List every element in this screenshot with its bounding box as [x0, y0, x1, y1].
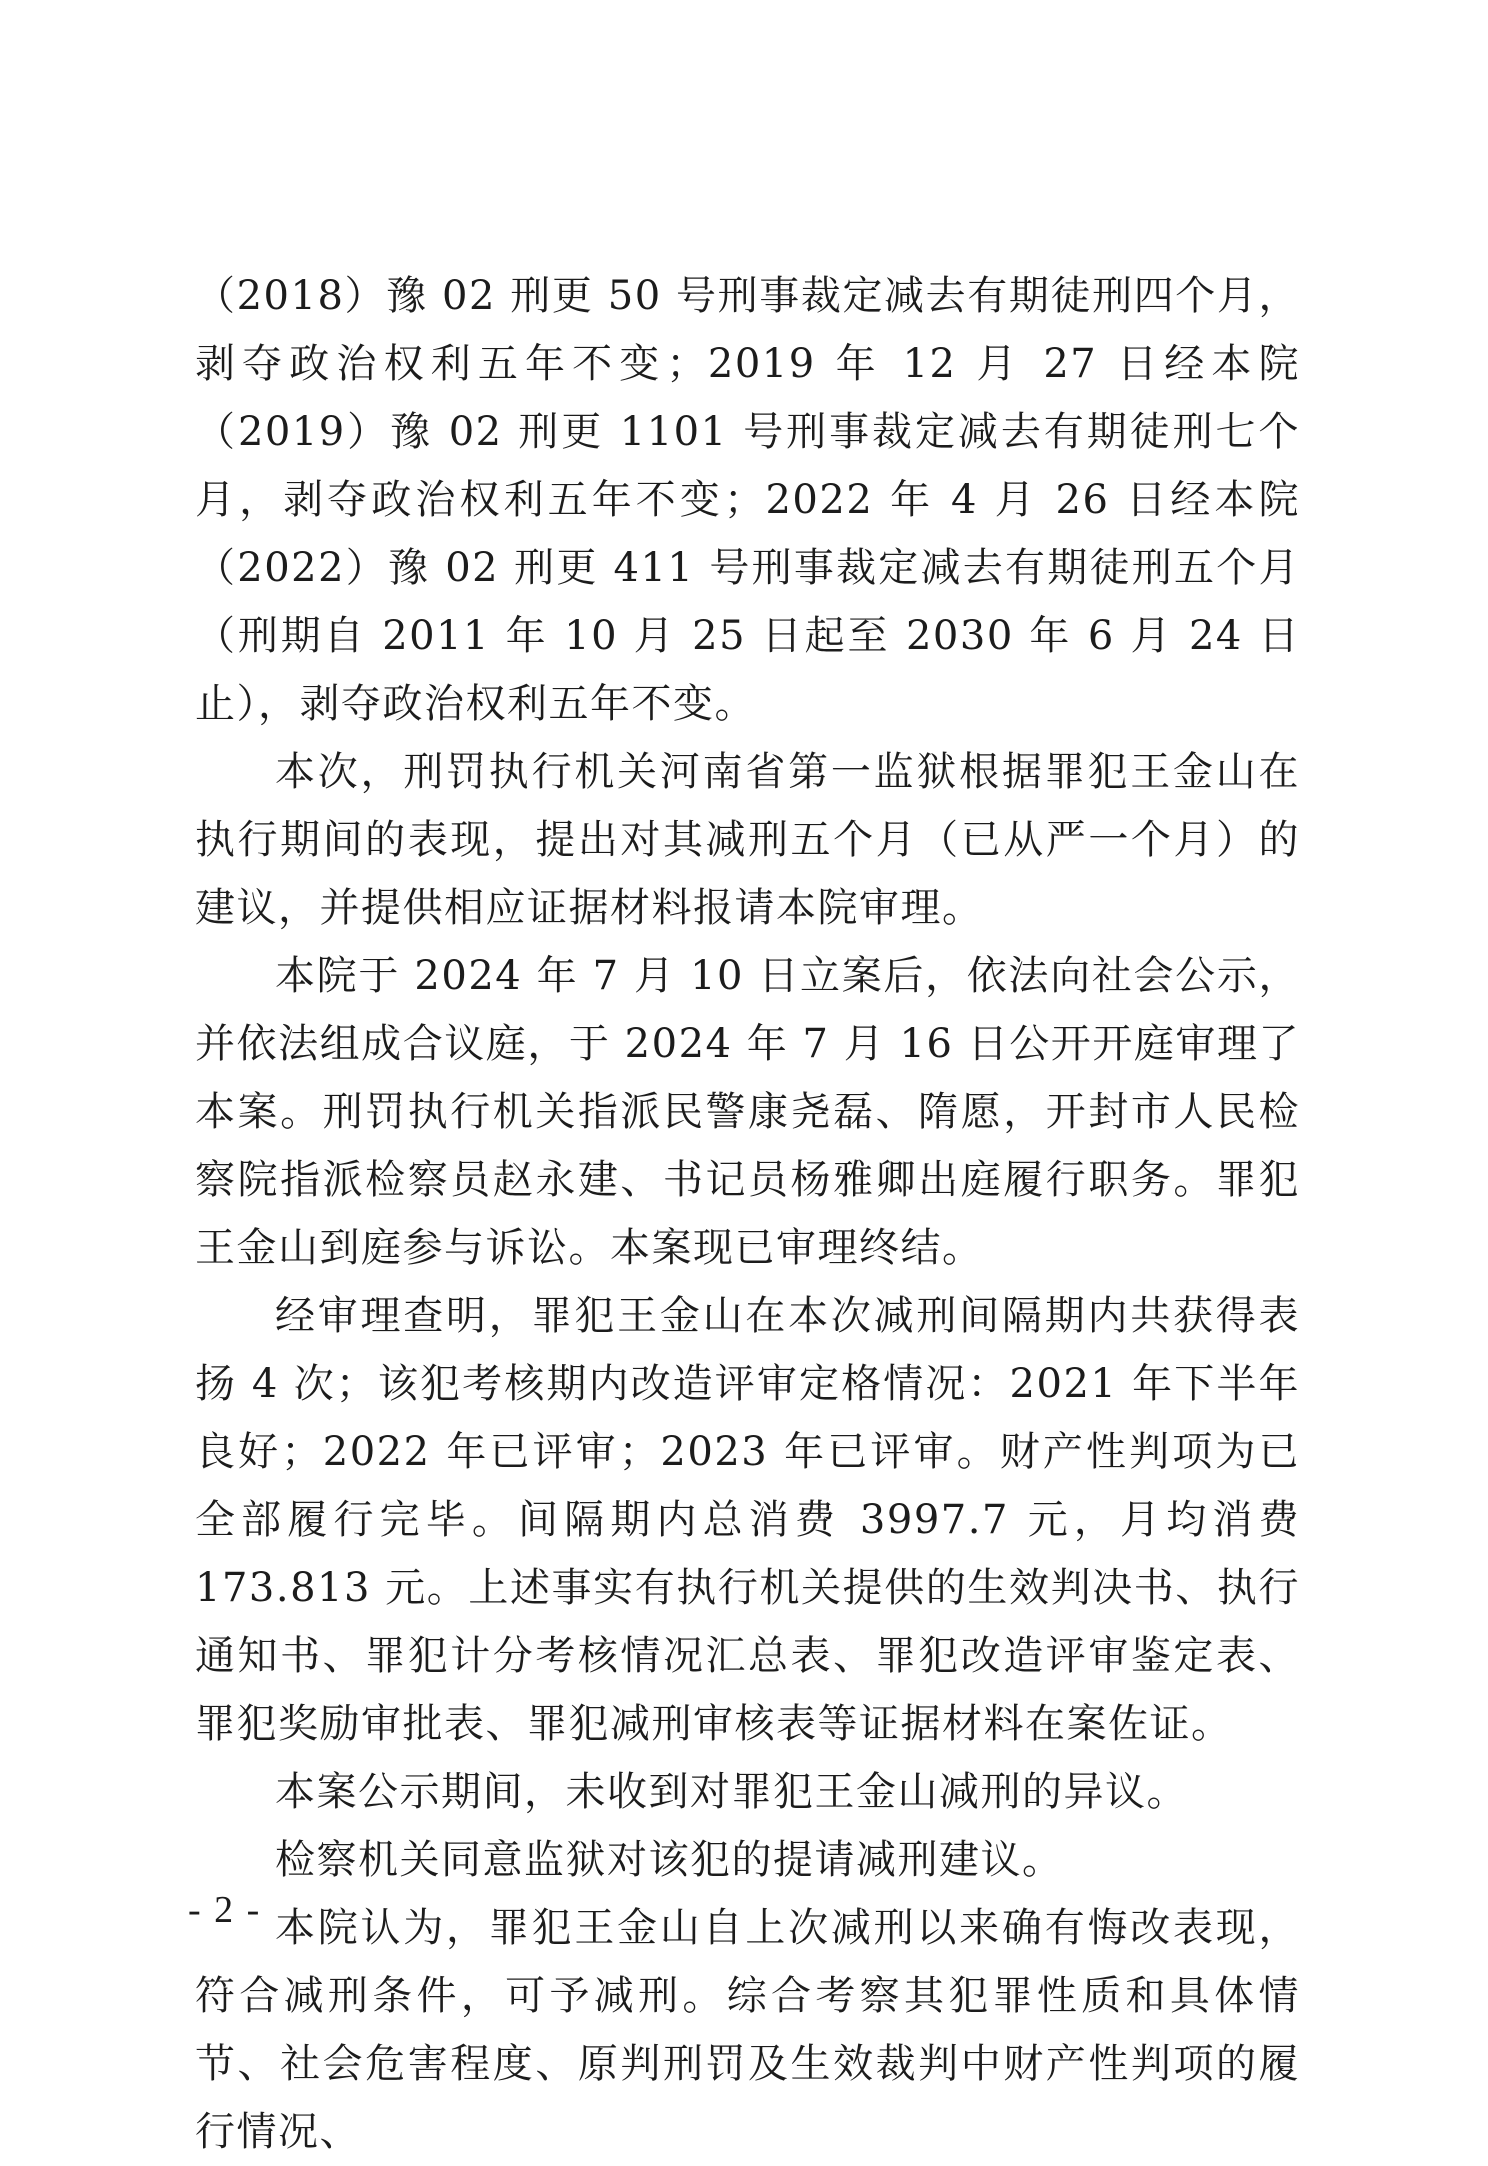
paragraph-publicity: 本案公示期间，未收到对罪犯王金山减刑的异议。: [275, 1769, 1188, 1815]
paragraph-proposal: 本次，刑罚执行机关河南省第一监狱根据罪犯王金山在执行期间的表现，提出对其减刑五个月（已从严一个月）的建议，并提供相应证据材料报请本院审理。: [195, 749, 1300, 931]
paragraph-court-opinion: 本院认为，罪犯王金山自上次减刑以来确有悔改表现，符合减刑条件，可予减刑。综合考察其犯罪性质和具体情节、社会危害程度、原判刑罚及生效裁判中财产性判项的履行情况、: [195, 1905, 1300, 2155]
paragraph-prior-reductions: （2018）豫 02 刑更 50 号刑事裁定减去有期徒刑四个月，剥夺政治权利五年不变；2019 年 12 月 27 日经本院（2019）豫 02 刑更 1101 号刑事裁定减去有期徒刑七个月，剥夺政治权利五年不变；2022 年 4 月 26 日经本院（2022）豫 02 刑更 411 号刑事裁定减去有期徒刑五个月（刑期自 2011 年 10 月 25 日起至 2030 年 6 月 24 日止），剥夺政治权利五年不变。: [195, 273, 1300, 727]
paragraph-trial: 本院于 2024 年 7 月 10 日立案后，依法向社会公示，并依法组成合议庭，于 2024 年 7 月 16 日公开开庭审理了本案。刑罚执行机关指派民警康尧磊、隋愿，开封市人民检察院指派检察员赵永建、书记员杨雅卿出庭履行职务。罪犯王金山到庭参与诉讼。本案现已审理终结。: [195, 953, 1300, 1271]
paragraph-procuratorate: 检察机关同意监狱对该犯的提请减刑建议。: [275, 1837, 1064, 1883]
document-body: [195, 262, 1300, 2166]
page-number: - 2 -: [188, 1889, 262, 1931]
paragraph-findings: 经审理查明，罪犯王金山在本次减刑间隔期内共获得表扬 4 次；该犯考核期内改造评审定格情况：2021 年下半年良好；2022 年已评审；2023 年已评审。财产性判项为已全部履行完毕。间隔期内总消费 3997.7 元，月均消费 173.813 元。上述事实有执行机关提供的生效判决书、执行通知书、罪犯计分考核情况汇总表、罪犯改造评审鉴定表、罪犯奖励审批表、罪犯减刑审核表等证据材料在案佐证。: [195, 1293, 1300, 1747]
